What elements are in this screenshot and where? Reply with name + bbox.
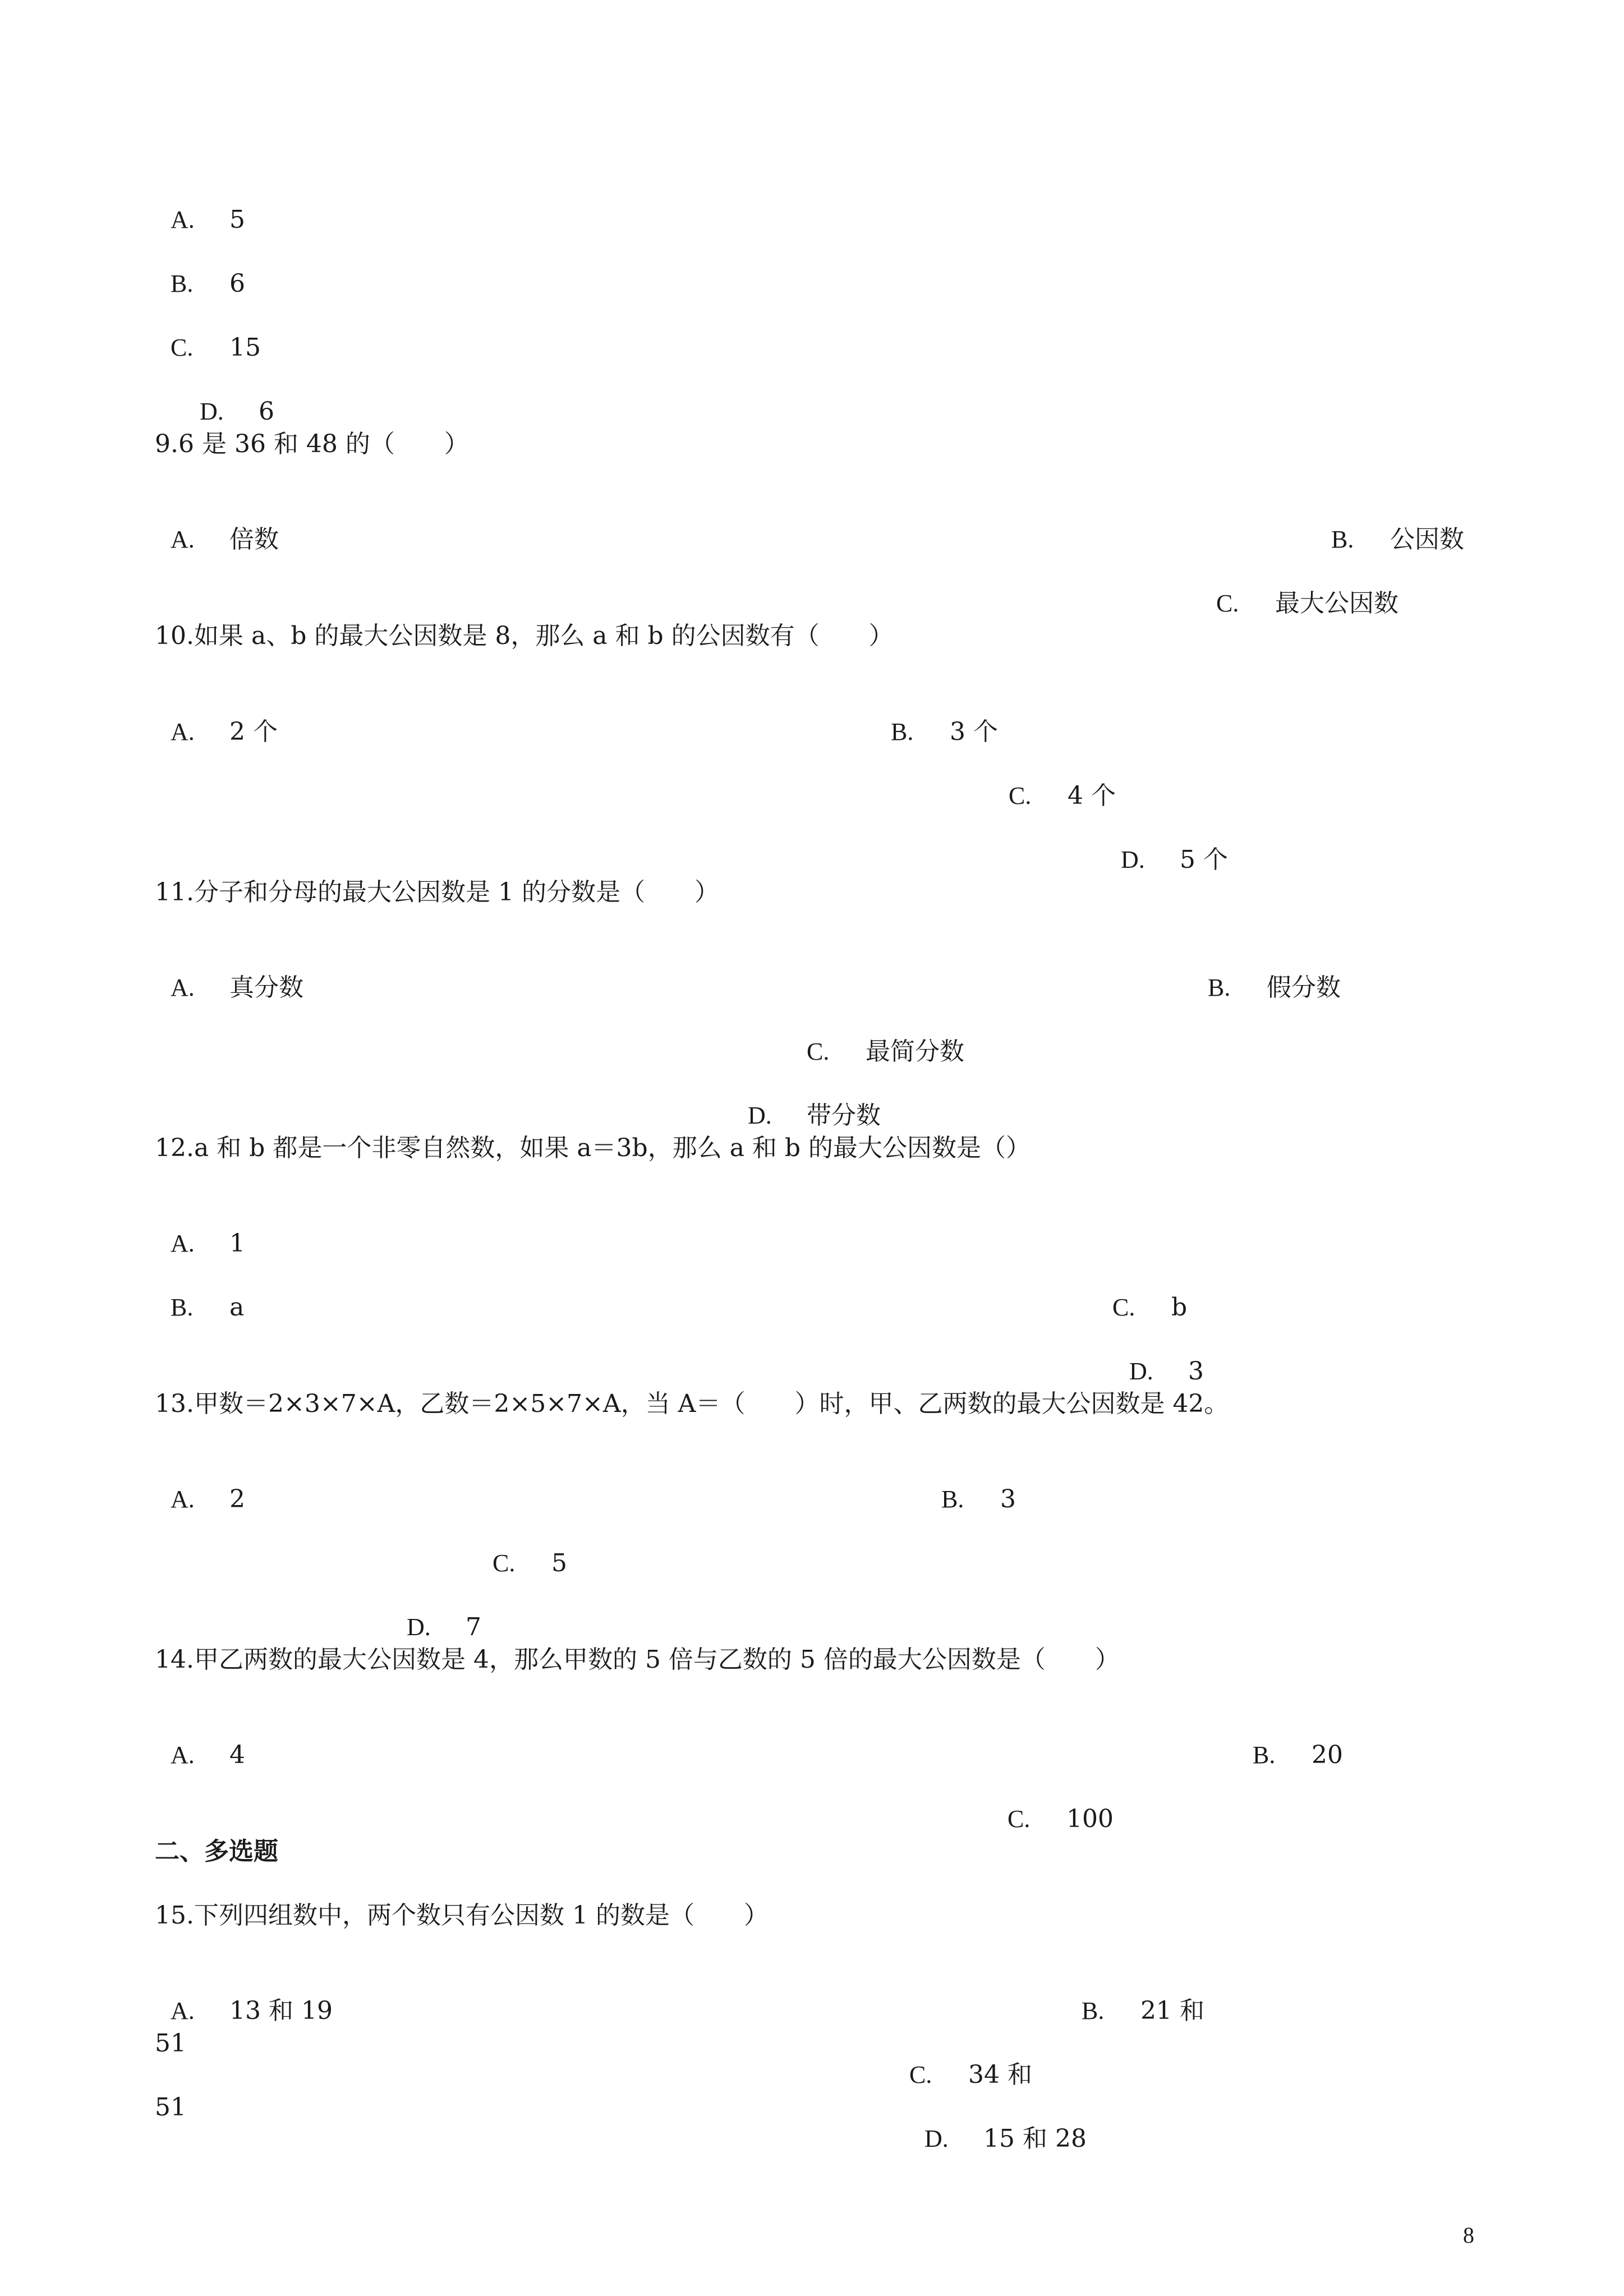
q14-stem: 14.甲乙两数的最大公因数是 4，那么甲数的 5 倍与乙数的 5 倍的最大公因数是（ ）	[155, 1645, 1120, 1674]
q13-option-d	[391, 1580, 481, 1643]
option-text: 6	[258, 397, 274, 426]
q15-wrap-line: 51	[155, 2093, 186, 2122]
q8-option-d	[184, 365, 274, 427]
q12-option-b	[155, 1260, 244, 1323]
option-text: 5 个	[1179, 845, 1228, 874]
option-letter: A.	[170, 718, 195, 746]
option-letter: D.	[199, 398, 224, 425]
q10-option-a	[155, 685, 278, 748]
option-letter: C.	[170, 334, 194, 361]
option-text: 4	[229, 1741, 245, 1769]
q8-option-b	[155, 237, 245, 300]
q8-option-a	[155, 173, 245, 236]
q8-option-c	[155, 301, 261, 364]
option-text: 34 和	[968, 2060, 1032, 2089]
option-text: b	[1171, 1293, 1188, 1322]
option-text: 7	[465, 1613, 481, 1641]
option-letter: A.	[170, 974, 195, 1001]
option-text: 13 和 19	[229, 1996, 333, 2025]
option-text: 5	[551, 1549, 567, 1577]
option-text: 带分数	[806, 1101, 881, 1130]
option-letter: D.	[747, 1102, 772, 1129]
q15-wrap-line: 51	[155, 2029, 186, 2058]
option-letter: B.	[890, 718, 914, 746]
option-letter: A.	[170, 1997, 195, 2024]
q12-option-d	[1114, 1324, 1204, 1387]
q12-option-c	[1097, 1260, 1187, 1323]
q9-option-a	[155, 493, 279, 555]
q10-option-d	[1105, 813, 1228, 876]
option-text: 公因数	[1390, 525, 1464, 554]
option-text: 6	[229, 269, 245, 298]
option-letter: B.	[1252, 1741, 1276, 1769]
option-letter: A.	[170, 1230, 195, 1257]
option-letter: A.	[170, 1485, 195, 1513]
option-letter: C.	[1112, 1294, 1135, 1321]
option-letter: B.	[941, 1485, 964, 1513]
q11-option-d	[732, 1069, 881, 1131]
option-text: 5	[229, 205, 245, 234]
q13-option-a	[155, 1452, 245, 1515]
option-text: 21 和	[1140, 1996, 1204, 2025]
q13-stem: 13.甲数＝2×3×7×A，乙数＝2×5×7×A，当 A＝（ ）时，甲、乙两数的最大公因数是 42。	[155, 1389, 1229, 1418]
option-letter: B.	[170, 1294, 194, 1321]
option-letter: D.	[1120, 846, 1145, 873]
option-letter: B.	[170, 270, 194, 297]
option-letter: C.	[1216, 590, 1239, 617]
option-text: 1	[229, 1229, 245, 1258]
option-text: 3	[1000, 1485, 1016, 1513]
option-letter: A.	[170, 526, 195, 553]
option-letter: C.	[1008, 782, 1032, 809]
q12-stem: 12.a 和 b 都是一个非零自然数，如果 a＝3b，那么 a 和 b 的最大公因数是（）	[155, 1134, 1031, 1162]
option-letter: A.	[170, 206, 195, 233]
q15-option-b	[1066, 1964, 1204, 2027]
option-letter: B.	[1081, 1997, 1105, 2024]
q12-option-a	[155, 1197, 245, 1259]
option-text: 100	[1066, 1805, 1114, 1833]
option-letter: C.	[806, 1038, 830, 1065]
option-text: 2	[229, 1485, 245, 1513]
q11-stem: 11.分子和分母的最大公因数是 1 的分数是（ ）	[155, 878, 719, 907]
q13-option-c	[477, 1516, 567, 1579]
q9-option-c	[1200, 556, 1398, 619]
option-text: 4 个	[1067, 781, 1116, 810]
q11-option-a	[155, 941, 303, 1004]
page-number: 8	[1463, 2223, 1474, 2248]
option-letter: D.	[1129, 1358, 1153, 1385]
q11-option-b	[1192, 941, 1341, 1004]
q10-option-c	[993, 749, 1116, 812]
option-text: 最大公因数	[1275, 589, 1398, 618]
q13-option-b	[926, 1452, 1016, 1515]
option-text: 20	[1311, 1741, 1343, 1769]
q14-option-c	[992, 1772, 1114, 1835]
option-letter: B.	[1331, 526, 1354, 553]
option-text: 15	[229, 333, 261, 362]
q15-option-c	[894, 2028, 1032, 2091]
option-letter: B.	[1207, 974, 1231, 1001]
q11-option-c	[791, 1005, 964, 1068]
q15-option-d	[909, 2092, 1087, 2155]
option-letter: C.	[1007, 1805, 1030, 1833]
option-text: 15 和 28	[983, 2124, 1087, 2153]
option-text: 真分数	[229, 973, 303, 1002]
option-text: 2 个	[229, 717, 278, 746]
option-letter: C.	[909, 2061, 932, 2088]
q15-stem: 15.下列四组数中，两个数只有公因数 1 的数是（ ）	[155, 1901, 769, 1930]
q10-option-b	[875, 685, 998, 748]
option-letter: D.	[406, 1613, 431, 1641]
q15-option-a	[155, 1964, 333, 2027]
option-text: 倍数	[229, 525, 279, 554]
q14-option-a	[155, 1708, 245, 1771]
option-text: 最简分数	[865, 1037, 964, 1066]
option-text: 假分数	[1266, 973, 1341, 1002]
q9-stem: 9.6 是 36 和 48 的（ ）	[155, 430, 469, 458]
option-letter: A.	[170, 1741, 195, 1769]
option-text: 3	[1188, 1357, 1204, 1386]
q14-option-b	[1237, 1708, 1343, 1771]
option-letter: D.	[924, 2125, 949, 2152]
q9-option-b	[1315, 493, 1464, 555]
option-letter: C.	[492, 1549, 516, 1577]
option-text: a	[229, 1293, 245, 1322]
option-text: 3 个	[949, 717, 998, 746]
section-heading: 二、多选题	[155, 1837, 278, 1866]
q10-stem: 10.如果 a、b 的最大公因数是 8，那么 a 和 b 的公因数有（ ）	[155, 622, 894, 650]
